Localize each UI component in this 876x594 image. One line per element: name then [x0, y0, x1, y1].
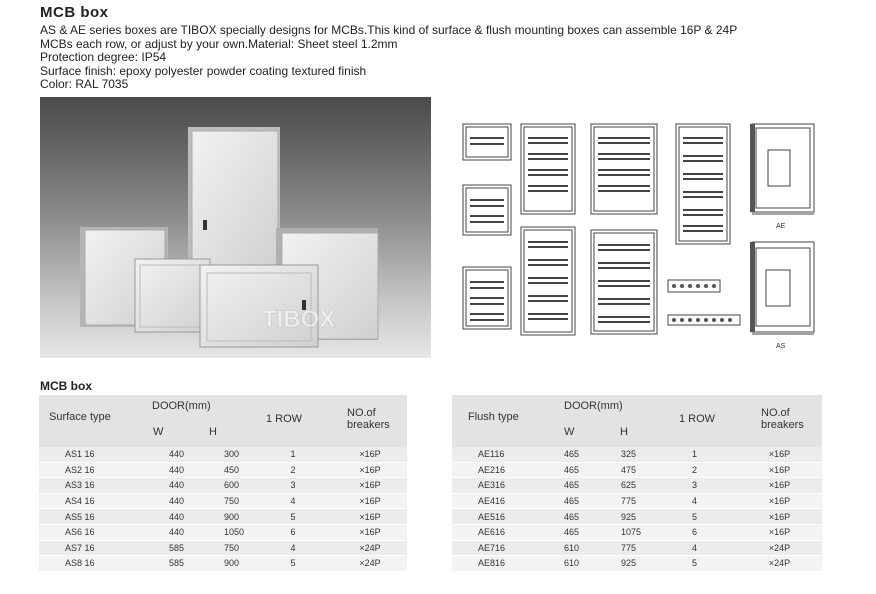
- page-title: MCB box: [40, 4, 109, 21]
- table-cell: ×16P: [333, 493, 407, 509]
- table-cell: 775: [595, 540, 652, 556]
- table-row: [39, 509, 407, 525]
- table-cell: AS5 16: [39, 509, 143, 525]
- table-cell: 5: [652, 556, 737, 572]
- table-cell: 465: [538, 493, 595, 509]
- table-row: [452, 540, 822, 556]
- table-cell: 600: [198, 478, 253, 494]
- table-cell: ×24P: [333, 540, 407, 556]
- table-row: [452, 478, 822, 494]
- table-row: [452, 462, 822, 478]
- table-cell: 3: [253, 478, 333, 494]
- table-cell: 775: [595, 493, 652, 509]
- table-cell: 900: [198, 509, 253, 525]
- table-cell: ×16P: [737, 447, 822, 462]
- table-cell: AS7 16: [39, 540, 143, 556]
- table-cell: 750: [198, 540, 253, 556]
- table-cell: 465: [538, 478, 595, 494]
- table-cell: 325: [595, 447, 652, 462]
- table-row: [452, 556, 822, 572]
- table-cell: 4: [652, 493, 737, 509]
- description-line: MCBs each row, or adjust by your own.Material: Sheet steel 1.2mm: [40, 36, 398, 51]
- table-cell: 440: [143, 493, 198, 509]
- table-cell: AE116: [452, 447, 538, 462]
- table-row: [452, 524, 822, 540]
- flush-type-table: [452, 395, 822, 572]
- table-cell: 2: [652, 462, 737, 478]
- product-description: [40, 24, 870, 92]
- technical-drawings: [454, 110, 832, 352]
- col-row-header: 1 ROW: [679, 413, 716, 425]
- table-cell: 1: [253, 447, 333, 462]
- col-h-header: H: [209, 426, 217, 438]
- col-w-header: W: [564, 426, 575, 438]
- table-cell: 610: [538, 556, 595, 572]
- table-cell: 625: [595, 478, 652, 494]
- table-cell: ×24P: [333, 556, 407, 572]
- description-line: Surface finish: epoxy polyester powder coating textured finish: [40, 63, 367, 78]
- table-row: [39, 447, 407, 462]
- table-header: [452, 395, 822, 447]
- watermark-text: TIBOX: [262, 306, 336, 333]
- col-w-header: W: [153, 426, 164, 438]
- table-cell: ×16P: [333, 478, 407, 494]
- table-cell: 4: [253, 540, 333, 556]
- table-cell: AE616: [452, 524, 538, 540]
- description-line: Color: RAL 7035: [40, 77, 129, 92]
- table-cell: 5: [652, 509, 737, 525]
- table-cell: 585: [143, 540, 198, 556]
- col-breakers-header: NO.of: [761, 407, 790, 419]
- drawing-label-ae: AE: [776, 223, 786, 230]
- table-row: [39, 524, 407, 540]
- table-row: [39, 540, 407, 556]
- table-row: [452, 493, 822, 509]
- description-line: Protection degree: IP54: [40, 50, 167, 65]
- table-cell: AS8 16: [39, 556, 143, 572]
- table-cell: 925: [595, 556, 652, 572]
- table-row: [452, 447, 822, 462]
- table-cell: 440: [143, 478, 198, 494]
- product-photo: [40, 97, 431, 358]
- table-cell: 610: [538, 540, 595, 556]
- table-cell: AE216: [452, 462, 538, 478]
- table-cell: 465: [538, 462, 595, 478]
- table-cell: AE416: [452, 493, 538, 509]
- table-cell: ×16P: [737, 462, 822, 478]
- table-cell: AS1 16: [39, 447, 143, 462]
- table-cell: 450: [198, 462, 253, 478]
- table-cell: AS6 16: [39, 524, 143, 540]
- table-cell: 900: [198, 556, 253, 572]
- table-cell: 3: [652, 478, 737, 494]
- table-row: [39, 478, 407, 494]
- table-cell: 440: [143, 509, 198, 525]
- table-cell: 6: [253, 524, 333, 540]
- table-cell: 440: [143, 447, 198, 462]
- col-breakers-header-2: breakers: [347, 419, 390, 431]
- table-cell: ×16P: [333, 447, 407, 462]
- table-cell: 750: [198, 493, 253, 509]
- table-row: [452, 509, 822, 525]
- table-cell: 465: [538, 509, 595, 525]
- table-row: [39, 556, 407, 572]
- table-cell: ×24P: [737, 556, 822, 572]
- col-breakers-header: NO.of: [347, 407, 376, 419]
- table-cell: AS4 16: [39, 493, 143, 509]
- table-cell: 1050: [198, 524, 253, 540]
- col-type-header: Surface type: [49, 411, 111, 423]
- table-cell: 5: [253, 509, 333, 525]
- table-cell: AE716: [452, 540, 538, 556]
- table-cell: 1075: [595, 524, 652, 540]
- table-cell: ×16P: [737, 493, 822, 509]
- table-cell: ×24P: [737, 540, 822, 556]
- table-cell: 6: [652, 524, 737, 540]
- table-cell: 925: [595, 509, 652, 525]
- table-cell: ×16P: [737, 524, 822, 540]
- table-cell: 585: [143, 556, 198, 572]
- table-cell: ×16P: [737, 509, 822, 525]
- table-cell: 5: [253, 556, 333, 572]
- table-cell: 465: [538, 447, 595, 462]
- table-row: [39, 493, 407, 509]
- table-cell: 2: [253, 462, 333, 478]
- table-cell: 300: [198, 447, 253, 462]
- surface-type-table: [39, 395, 407, 572]
- table-cell: 4: [652, 540, 737, 556]
- table-cell: 440: [143, 524, 198, 540]
- table-cell: ×16P: [333, 524, 407, 540]
- table-cell: 440: [143, 462, 198, 478]
- col-breakers-header-2: breakers: [761, 419, 804, 431]
- table-cell: AE316: [452, 478, 538, 494]
- table-heading: MCB box: [40, 379, 92, 393]
- col-row-header: 1 ROW: [266, 413, 303, 425]
- table-row: [39, 462, 407, 478]
- drawing-label-as: AS: [776, 343, 786, 350]
- table-cell: ×16P: [737, 478, 822, 494]
- col-type-header: Flush type: [468, 411, 519, 423]
- table-cell: AS2 16: [39, 462, 143, 478]
- col-door-header: DOOR(mm): [152, 400, 211, 412]
- table-cell: 475: [595, 462, 652, 478]
- table-header: [39, 395, 407, 447]
- col-h-header: H: [620, 426, 628, 438]
- table-cell: 4: [253, 493, 333, 509]
- col-door-header: DOOR(mm): [564, 400, 623, 412]
- table-cell: AS3 16: [39, 478, 143, 494]
- table-cell: AE516: [452, 509, 538, 525]
- table-cell: ×16P: [333, 509, 407, 525]
- table-cell: 465: [538, 524, 595, 540]
- description-line: AS & AE series boxes are TIBOX specially designs for MCBs.This kind of surface & flush mounting boxes can assemble 16P & 24P: [40, 23, 738, 37]
- table-cell: 1: [652, 447, 737, 462]
- table-cell: AE816: [452, 556, 538, 572]
- table-cell: ×16P: [333, 462, 407, 478]
